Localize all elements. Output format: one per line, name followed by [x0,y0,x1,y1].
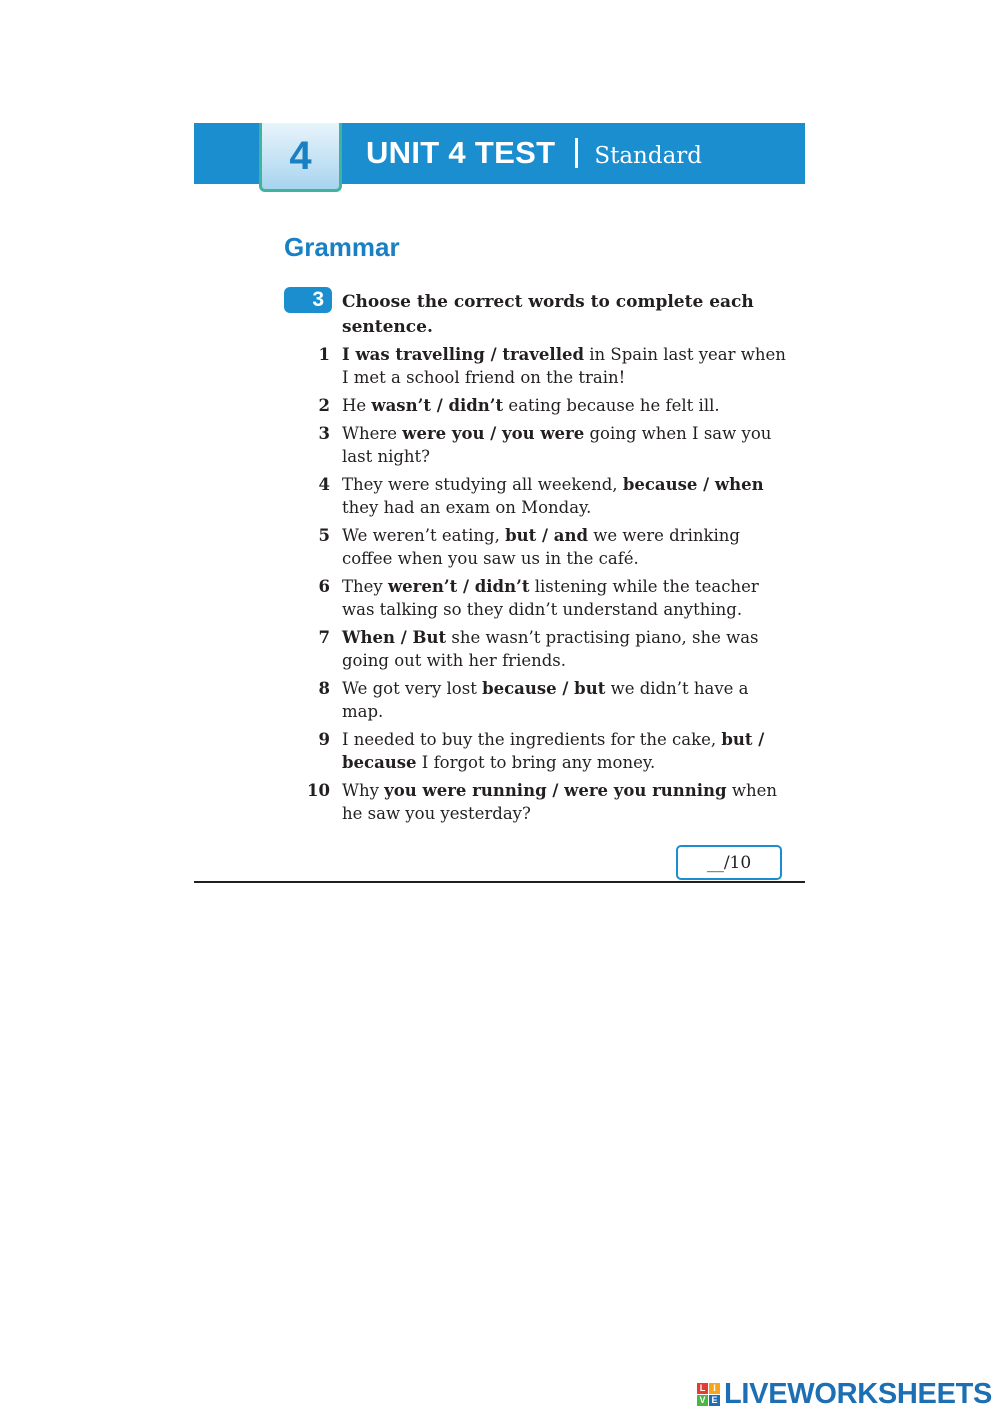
sentence-item [300,473,790,519]
answer-choices[interactable]: you were running / were you running [384,781,727,800]
sentence-number: 6 [318,577,330,596]
sentence-number: 2 [318,396,330,415]
sentence-item [300,575,790,621]
unit-number-box [259,123,342,192]
answer-choices[interactable]: because / when [622,475,764,494]
sentence-item [300,728,790,774]
score-box[interactable]: __/10 [676,845,782,880]
sentence-text: we didn’t have a map. [342,679,749,721]
sentence-number: 9 [318,730,330,749]
exercise-instruction: Choose the correct words to complete each sentence. [342,292,754,337]
sentence-number: 3 [318,424,330,443]
sentence-text: We weren’t eating, [342,526,506,545]
sentence-item [300,422,790,468]
brand-logo-tile: I [709,1383,720,1394]
sentence-number: 4 [318,475,330,494]
sentence-number: 8 [318,679,330,698]
sentence-number: 5 [318,526,330,545]
bottom-rule [194,881,805,883]
sentence-text: eating because he felt ill. [503,396,720,415]
sentence-item [300,394,790,417]
sentence-text: I forgot to bring any money. [416,753,656,772]
answer-choices[interactable]: because / but [482,679,606,698]
sentence-text: They [342,577,388,596]
title-divider [575,138,578,168]
brand-footer [697,1378,992,1411]
brand-logo-tile: E [709,1395,720,1406]
sentence-text: Why [342,781,385,800]
unit-number: 4 [289,133,312,178]
sentence-item [300,677,790,723]
sentence-item [300,626,790,672]
sentence-text: in Spain last year when I met a school friend on the train! [342,345,786,387]
test-title: UNIT 4 TEST [366,135,556,170]
sentence-text: going when I saw you last night? [342,424,772,466]
brand-name: LIVEWORKSHEETS [724,1378,993,1410]
sentence-number: 1 [318,345,330,364]
sentence-item [300,343,790,389]
sentence-text: we were drinking coffee when you saw us in the café. [342,526,740,568]
answer-choices[interactable]: I was travelling / travelled [342,345,584,364]
sentence-text: they had an exam on Monday. [342,498,592,517]
sentence-number: 10 [307,781,330,800]
sentence-text: We got very lost [342,679,483,698]
brand-logo-icon [697,1383,720,1406]
sentence-list [300,343,790,830]
sentence-text: she wasn’t practising piano, she was going out with her friends. [342,628,759,670]
answer-choices[interactable]: When / But [342,628,447,647]
sentence-text: He [342,396,372,415]
section-heading: Grammar [284,232,400,262]
sentence-number: 7 [318,628,330,647]
answer-choices[interactable]: weren’t / didn’t [387,577,530,596]
sentence-item [300,779,790,825]
answer-choices[interactable]: but / because [342,730,765,772]
answer-choices[interactable]: wasn’t / didn’t [371,396,504,415]
brand-logo-tile: V [697,1395,708,1406]
test-level: Standard [594,143,703,169]
sentence-item [300,524,790,570]
answer-choices[interactable]: but / and [505,526,589,545]
sentence-text: listening while the teacher was talking so they didn’t understand anything. [342,577,759,619]
header-title [366,131,702,175]
sentence-text: Where [342,424,403,443]
sentence-text: I needed to buy the ingredients for the cake, [342,730,722,749]
sentence-text: They were studying all weekend, [342,475,623,494]
exercise-number-badge: 3 [284,287,332,313]
sentence-text: when he saw you yesterday? [342,781,777,823]
answer-choices[interactable]: were you / you were [402,424,585,443]
brand-logo-tile: L [697,1383,708,1394]
